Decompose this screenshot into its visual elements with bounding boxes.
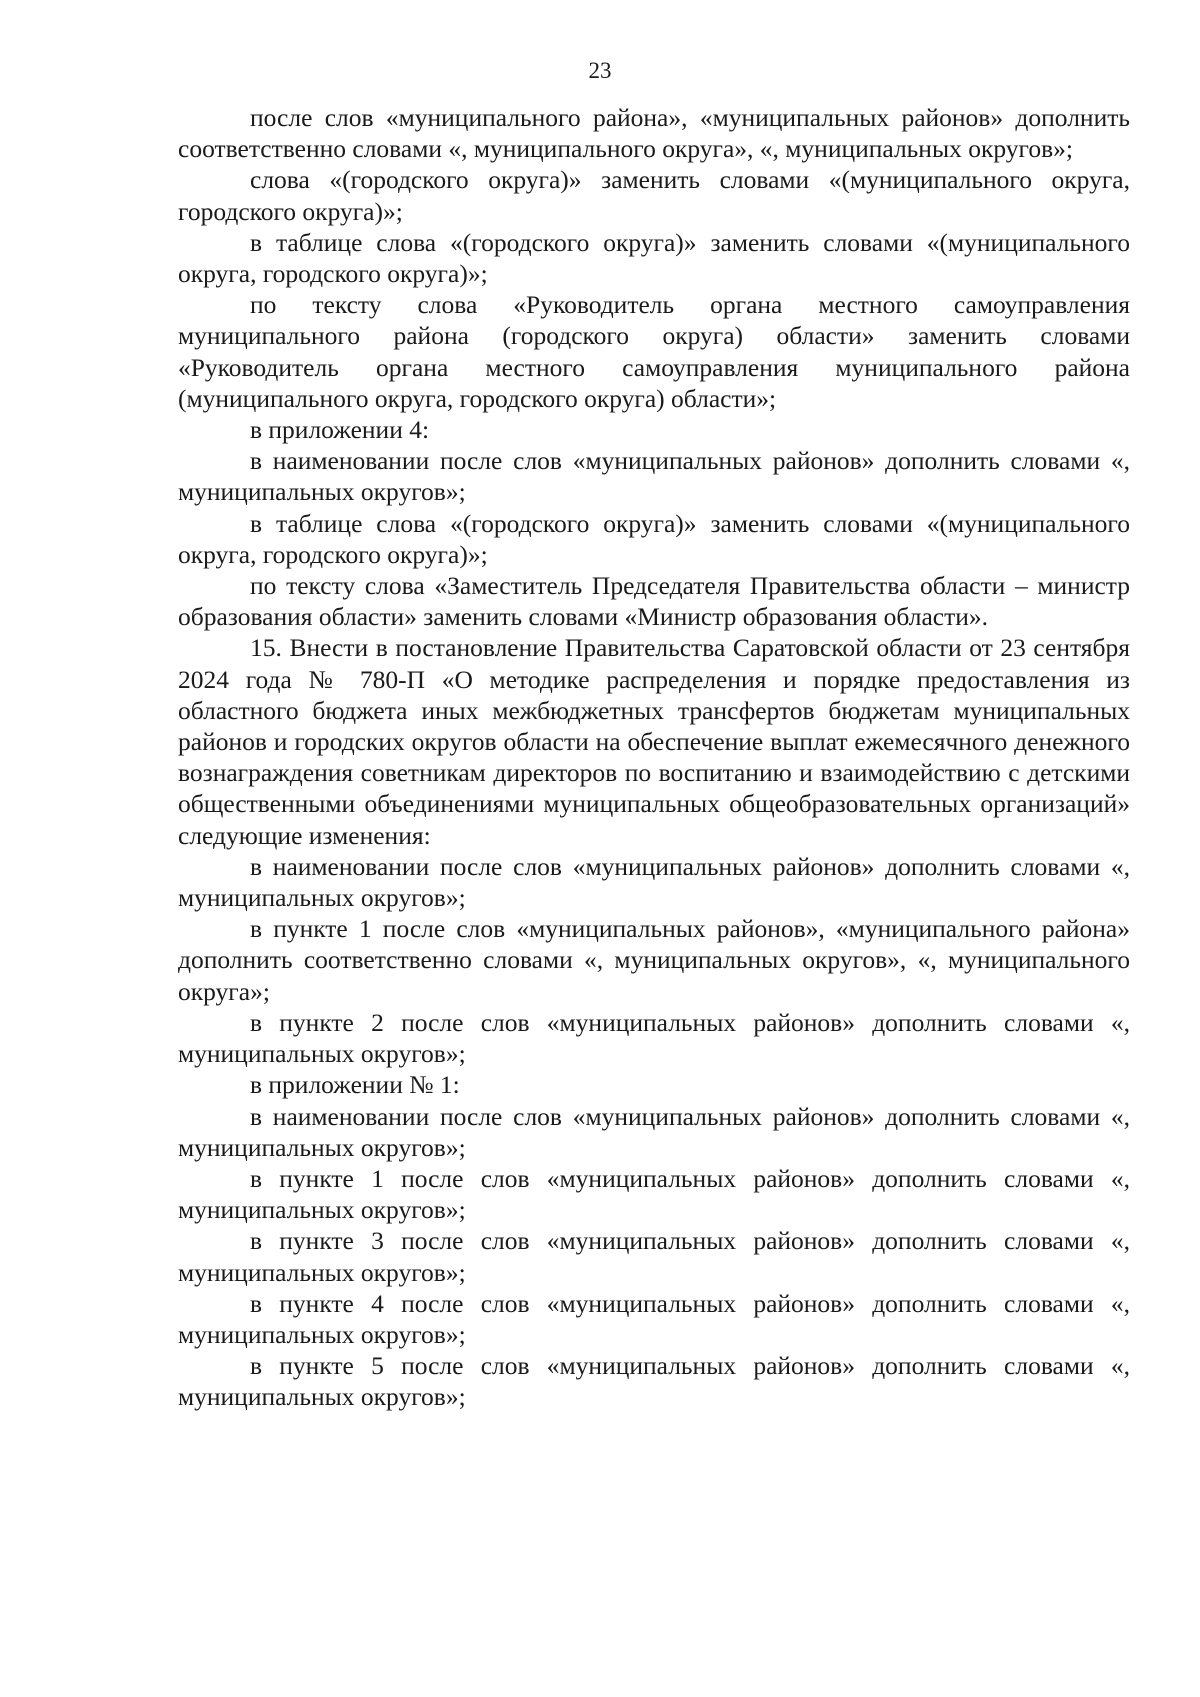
paragraph: в пункте 4 после слов «муниципальных районов» дополнить словами «, муниципальных округов»; [178,1288,1130,1349]
paragraph: в пункте 3 после слов «муниципальных районов» дополнить словами «, муниципальных округов»; [178,1226,1130,1287]
paragraph: в пункте 1 после слов «муниципальных районов», «муниципального района» дополнить соответственно словами «, муниципальных округов», «, муниципального округа»; [178,914,1130,1006]
paragraph: по тексту слова «Руководитель органа местного самоуправления муниципального района (городского округа) области» заменить словами «Руководитель органа местного самоуправления муниципального района (муниципального округа, городского округа) области»; [178,290,1130,413]
paragraph: в пункте 5 после слов «муниципальных районов» дополнить словами «, муниципальных округов»; [178,1351,1130,1412]
paragraph: в наименовании после слов «муниципальных районов» дополнить словами «, муниципальных округов»; [178,446,1130,507]
document-body [178,102,1130,1413]
paragraph: в приложении № 1: [250,1070,460,1100]
paragraph: слова «(городского округа)» заменить словами «(муниципального округа, городского округа)»; [178,165,1130,226]
paragraph: в наименовании после слов «муниципальных районов» дополнить словами «, муниципальных округов»; [178,851,1130,913]
paragraph: в таблице слова «(городского округа)» заменить словами «(муниципального округа, городского округа)»; [178,508,1130,569]
paragraph: по тексту слова «Заместитель Председателя Правительства области – министр образования области» заменить словами «Министр образования области». [178,571,1130,632]
paragraph: в пункте 2 после слов «муниципальных районов» дополнить словами «, муниципальных округов»; [178,1007,1130,1069]
paragraph: 15. Внести в постановление Правительства Саратовской области от 23 сентября 2024 года № 780-П «О методике распределения и порядке предоставления из областного бюджета иных межбюджетных трансфертов бюджетам муниципальных районов и городских округов области на обеспечение выплат ежемесячного денежного вознаграждения советникам директоров по воспитанию и взаимодействию с детскими общественными объединениями муниципальных общеобразовательных организаций» следующие изменения: [178,633,1130,850]
paragraph: в таблице слова «(городского округа)» заменить словами «(муниципального округа, городского округа)»; [178,227,1130,289]
paragraph: после слов «муниципального района», «муниципальных районов» дополнить соответственно словами «, муниципального округа», «, муниципальных округов»; [178,103,1130,164]
paragraph: в наименовании после слов «муниципальных районов» дополнить словами «, муниципальных округов»; [178,1101,1130,1162]
paragraph: в приложении 4: [250,415,430,445]
page-number: 23 [588,58,612,83]
paragraph: в пункте 1 после слов «муниципальных районов» дополнить словами «, муниципальных округов»; [178,1163,1130,1225]
